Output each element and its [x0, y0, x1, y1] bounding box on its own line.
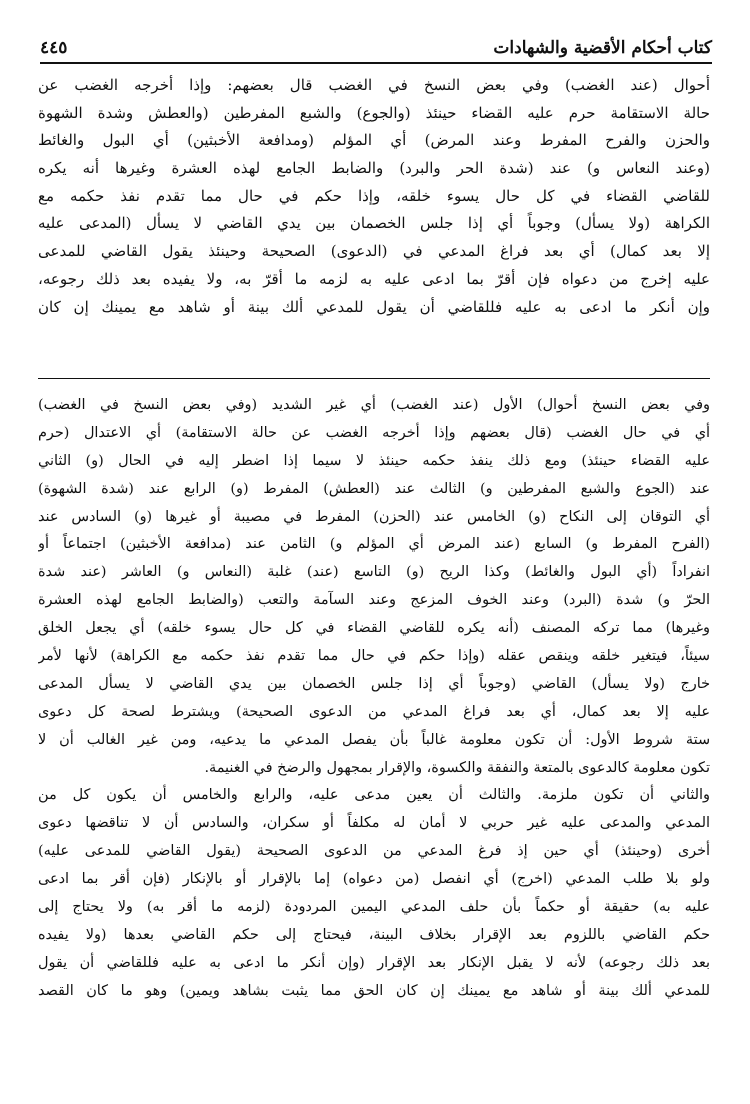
page-number: ٤٤٥: [40, 38, 68, 58]
commentary-line: وفي بعض النسخ أحوال) الأول (عند الغضب) أي غير الشديد (وفي بعض النسخ في الغضب): [38, 397, 710, 413]
main-text-line: وإن أنكر ما ادعى به عليه فللقاضي أن يقول للمدعي ألك بينة أو شاهد مع يمينك إن كان: [38, 297, 710, 316]
commentary-line: تكون معلومة كالدعوى بالمتعة والنفقة والكسوة، والإقرار بمجهول والرضخ في الغنيمة.: [204, 759, 710, 776]
commentary-line: ولو بلا طلب المدعي (اخرج) أي انفصل (من دعواه) إما بالإقرار أو بالإنكار (فإن أقر بما ادعى: [38, 871, 710, 888]
running-title: كتاب أحكام الأقضية والشهادات: [493, 38, 712, 58]
commentary-line: حكم القاضي باللزوم بعد الإقرار بخلاف البينة، فيحتاج إلى حكم القاضي بعدها (ولا يفيده: [38, 926, 710, 943]
commentary-line: (الفرح المفرط و) السابع (عند المرض أي المؤلم و) الثامن عند (مدافعة الأخبثين) اجتماعاً أو: [38, 536, 710, 553]
commentary-line: الحرّ و) شدة (البرد) وعند الخوف المزعج وعند السآمة والتعب (والضابط الجامع لهذه العشرة: [38, 592, 710, 609]
commentary-line: أي التوقان إلى النكاح (و) الخامس عند (الحزن) المفرط في مصيبة أو غيرها (و) السادس عند: [38, 508, 710, 525]
section-divider: [38, 378, 710, 379]
commentary-text: [38, 392, 710, 1006]
commentary-line: المدعي والمدعى عليه غير حربي لا أمان له مكلفاً أو سكران، والسادس أن لا تناقضها دعوى: [38, 815, 710, 832]
commentary-line: بعد ذلك رجوعه) لأنه لا يقبل الإنكار بعد الإقرار (وإن أنكر ما ادعى به عليه فللقاضي أن يقول: [38, 954, 710, 971]
main-text-line: للقاضي القضاء في كل حال يسوء خلقه، وإذا حكم في حال مما تقدم نفذ حكمه مع: [38, 186, 710, 205]
commentary-line: والثاني أن تكون ملزمة. والثالث أن يعين مدعى عليه، والرابع والخامس أن يكون كل من: [38, 787, 710, 804]
commentary-line: عليه القضاء حينئذ) ومع ذلك ينفذ حكمه حينئذ لا سيما إذا اضطر إليه في الحال (و) الثاني: [38, 452, 710, 469]
main-text-line: أحوال (عند الغضب) وفي بعض النسخ في الغضب قال بعضهم: وإذا أخرجه الغضب عن: [38, 76, 710, 94]
commentary-line: للمدعي ألك بينة أو شاهد مع يمينك إن كان الحق مما يثبت بشاهد ويمين) وهو ما كان القصد: [38, 982, 710, 999]
main-text-line: عليه إخرج من دعواه فإن أقرّ بما ادعى عليه به لزمه ما أقرّ به، ولا يفيده بعد ذلك رجوعه،: [38, 269, 710, 288]
main-text-line: الكراهة (ولا يسأل) وجوباً أي إذا جلس الخصمان بين يدي القاضي لا يسأل (المدعى عليه: [38, 214, 710, 233]
commentary-line: عليه إلا بعد كمال، أي بعد فراغ المدعي من الدعوى الصحيحة) ويشترط لصحة كل دعوى: [38, 703, 710, 720]
commentary-line: سيئاً، فيتغير خلقه وينقص عقله (وإذا حكم في حال مما تقدم نفذ حكمه مع الكراهة) لأنها لأمر: [38, 648, 710, 665]
commentary-line: ستة شروط الأول: أن تكون معلومة غالباً بأن يفصل المدعي ما يدعيه، ومن غير الغالب أن لا: [38, 731, 710, 748]
commentary-line: عند (الجوع والشبع المفرطين و) الثالث عند (العطش) المفرط (و) الرابع عند (شدة الشهوة): [38, 480, 710, 497]
main-text: [38, 72, 710, 321]
main-text-line: والحزن والفرح المفرط وعند المرض) أي المؤلم (ومدافعة الأخبثين) أي البول والغائط: [38, 131, 710, 150]
main-text-line: (وعند النعاس و) عند (شدة الحر والبرد) والضابط الجامع لهذه العشرة وغيرها أنه يكره: [38, 159, 710, 178]
main-text-line: إلا بعد كمال) أي بعد فراغ المدعي في (الدعوى) الصحيحة وحينئذ يقول القاضي للمدعى: [38, 242, 710, 261]
main-text-line: حالة الاستقامة حرم عليه القضاء حينئذ (والجوع) والشبع المفرطين (والعطش وشدة الشهوة: [38, 103, 710, 122]
commentary-line: أي في حال الغضب (قال بعضهم وإذا أخرجه الغضب عن حالة الاستقامة) أي الاعتدال (حرم: [38, 424, 710, 441]
commentary-line: وغيرها) مما تركه المصنف (أنه يكره للقاضي القضاء في كل حال يسوء خلقه) أي يجعل الخلق: [38, 620, 710, 637]
commentary-line: خارج (ولا يسأل) القاضي (وجوباً أي إذا جلس الخصمان بين يدي القاضي لا يسأل المدعى: [38, 675, 710, 692]
page-header: [40, 28, 712, 64]
commentary-line: أخرى (وحينئذ) أي حين إذ فرغ المدعي من الدعوى الصحيحة (يقول القاضي للمدعى عليه): [38, 843, 710, 860]
commentary-line: انفراداً (أي البول والغائط) وكذا الريح (و) التاسع (عند) غلبة (النعاس و) العاشر (عند شدة: [38, 564, 710, 581]
commentary-line: عليه به) حقيقة أو حكماً بأن حلف المدعي اليمين المردودة (لزمه ما أقر به) ولا يحتاج إلى: [38, 899, 710, 916]
